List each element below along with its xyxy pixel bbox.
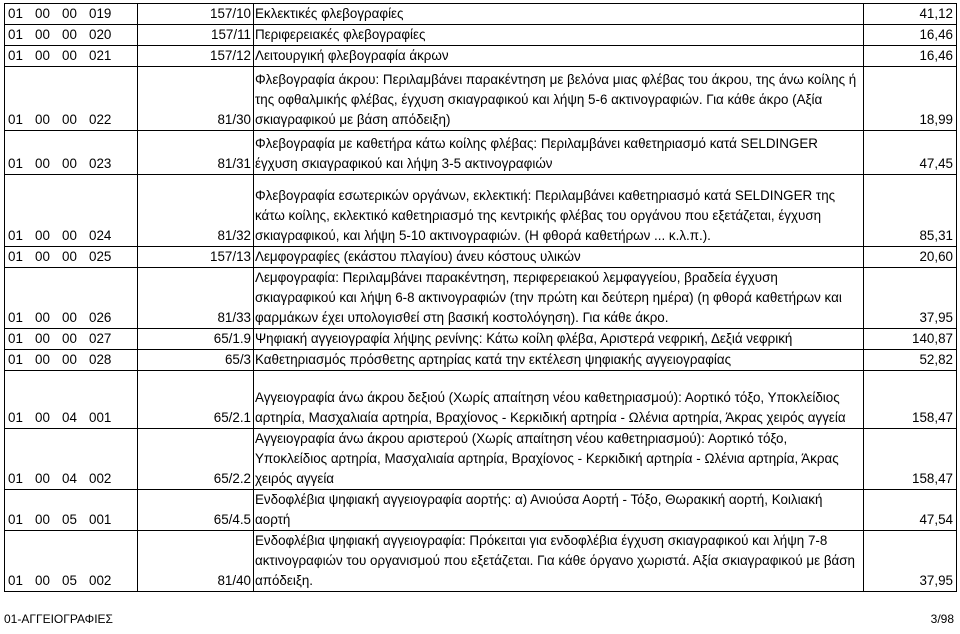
- procedure-code: 01 00 00 022: [5, 67, 138, 131]
- price: 20,60: [864, 247, 957, 268]
- procedure-description: Λειτουργική φλεβογραφία άκρων: [254, 46, 864, 67]
- procedure-code: 01 00 00 025: [5, 247, 138, 268]
- reference-code: 157/13: [138, 247, 254, 268]
- procedure-description: Ενδοφλέβια ψηφιακή αγγειογραφία αορτής: α) Ανιούσα Αορτή - Τόξο, Θωρακική αορτή, Κοιλιακή αορτή: [254, 490, 864, 531]
- procedure-code: 01 00 00 027: [5, 329, 138, 350]
- procedure-code: 01 00 00 019: [5, 4, 138, 25]
- table-row: [5, 4, 957, 25]
- table-row: [5, 531, 957, 592]
- procedure-code: 01 00 05 002: [5, 531, 138, 592]
- procedure-description: Λεμφογραφίες (εκάστου πλαγίου) άνευ κόστους υλικών: [254, 247, 864, 268]
- price: 140,87: [864, 329, 957, 350]
- reference-code: 81/32: [138, 175, 254, 247]
- table-row: [5, 268, 957, 329]
- price: 16,46: [864, 46, 957, 67]
- reference-code: 81/31: [138, 131, 254, 175]
- procedure-code: 01 00 00 026: [5, 268, 138, 329]
- reference-code: 81/30: [138, 67, 254, 131]
- procedure-description: Ψηφιακή αγγειογραφία λήψης ρενίνης: Κάτω κοίλη φλέβα, Αριστερά νεφρική, Δεξιά νεφρική: [254, 329, 864, 350]
- reference-code: 81/33: [138, 268, 254, 329]
- price: 37,95: [864, 531, 957, 592]
- reference-code: 65/2.2: [138, 429, 254, 490]
- price: 158,47: [864, 371, 957, 429]
- price: 52,82: [864, 350, 957, 371]
- table-row: [5, 131, 957, 175]
- procedure-description: Περιφερειακές φλεβογραφίες: [254, 25, 864, 46]
- footer-page-number: 3/98: [930, 612, 954, 626]
- reference-code: 157/10: [138, 4, 254, 25]
- reference-code: 65/3: [138, 350, 254, 371]
- price: 47,54: [864, 490, 957, 531]
- reference-code: 65/4.5: [138, 490, 254, 531]
- procedure-code: 01 00 00 023: [5, 131, 138, 175]
- procedure-code: 01 00 00 021: [5, 46, 138, 67]
- price: 41,12: [864, 4, 957, 25]
- reference-code: 81/40: [138, 531, 254, 592]
- reference-code: 157/12: [138, 46, 254, 67]
- price: 158,47: [864, 429, 957, 490]
- procedure-code: 01 00 00 024: [5, 175, 138, 247]
- table-row: [5, 490, 957, 531]
- table-row: [5, 67, 957, 131]
- procedure-code: 01 00 04 002: [5, 429, 138, 490]
- tariff-table: [4, 3, 957, 592]
- procedure-description: Φλεβογραφία άκρου: Περιλαμβάνει παρακέντηση με βελόνα μιας φλέβας του άκρου, της άνω κοίλης ή της οφθαλμικής φλέβας, έγχυση σκιαγραφικού και λήψη 5-6 ακτινογραφιών. Για κάθε άκρο (Αξία σκιαγραφικού με βάση απόδειξη): [254, 67, 864, 131]
- table-row: [5, 350, 957, 371]
- footer-section-label: 01-ΑΓΓΕΙΟΓΡΑΦΙΕΣ: [4, 612, 113, 626]
- procedure-code: 01 00 04 001: [5, 371, 138, 429]
- procedure-description: Αγγειογραφία άνω άκρου αριστερού (Χωρίς απαίτηση νέου καθετηριασμού): Αορτικό τόξο, Υποκλείδιος αρτηρία, Μασχαλιαία αρτηρία, Βραχίονος - Κερκιδική αρτηρία - Ωλένια αρτηρία, Άκρας χειρός αγγεία: [254, 429, 864, 490]
- table-row: [5, 25, 957, 46]
- price: 18,99: [864, 67, 957, 131]
- table-row: [5, 247, 957, 268]
- procedure-description: Λεμφογραφία: Περιλαμβάνει παρακέντηση, περιφερειακού λεμφαγγείου, βραδεία έγχυση σκιαγραφικού και λήψη 6-8 ακτινογραφιών (την πρώτη και δεύτερη ημέρα) (η φθορά καθετήρων και φαρμάκων έχει υπολογισθεί στη βασική κοστολόγηση). Για κάθε άκρο.: [254, 268, 864, 329]
- table-row: [5, 371, 957, 429]
- procedure-description: Εκλεκτικές φλεβογραφίες: [254, 4, 864, 25]
- procedure-description: Ενδοφλέβια ψηφιακή αγγειογραφία: Πρόκειται για ενδοφλέβια έγχυση σκιαγραφικού και λήψη 7-8 ακτινογραφιών του οργανισμού που εξετάζεται. Για κάθε όργανο χωριστά. Αξία σκιαγραφικού με βάση απόδειξη.: [254, 531, 864, 592]
- procedure-code: 01 00 05 001: [5, 490, 138, 531]
- table-row: [5, 175, 957, 247]
- table-row: [5, 46, 957, 67]
- price: 85,31: [864, 175, 957, 247]
- reference-code: 65/2.1: [138, 371, 254, 429]
- table-row: [5, 429, 957, 490]
- procedure-description: Φλεβογραφία εσωτερικών οργάνων, εκλεκτική: Περιλαμβάνει καθετηριασμό κατά SELDINGER της κάτω κοίλης, εκλεκτικό καθετηριασμό της κεντρικής φλέβας του οργάνου που εξετάζεται, έγχυση σκιαγραφικού, και λήψη 5-10 ακτινογραφιών. (Η φθορά καθετήρων ... κ.λ.π.).: [254, 175, 864, 247]
- procedure-description: Καθετηριασμός πρόσθετης αρτηρίας κατά την εκτέλεση ψηφιακής αγγειογραφίας: [254, 350, 864, 371]
- price: 37,95: [864, 268, 957, 329]
- price: 47,45: [864, 131, 957, 175]
- procedure-description: Αγγειογραφία άνω άκρου δεξιού (Χωρίς απαίτηση νέου καθετηριασμού): Αορτικό τόξο, Υποκλείδιος αρτηρία, Μασχαλιαία αρτηρία, Βραχίονος - Κερκιδική αρτηρία - Ωλένια αρτηρία, Άκρας χειρός αγγεία: [254, 371, 864, 429]
- procedure-description: Φλεβογραφία με καθετήρα κάτω κοίλης φλέβας: Περιλαμβάνει καθετηριασμό κατά SELDINGER έγχυση σκιαγραφικού και λήψη 3-5 ακτινογραφιών: [254, 131, 864, 175]
- price: 16,46: [864, 25, 957, 46]
- table-row: [5, 329, 957, 350]
- procedure-code: 01 00 00 020: [5, 25, 138, 46]
- procedure-code: 01 00 00 028: [5, 350, 138, 371]
- reference-code: 157/11: [138, 25, 254, 46]
- reference-code: 65/1.9: [138, 329, 254, 350]
